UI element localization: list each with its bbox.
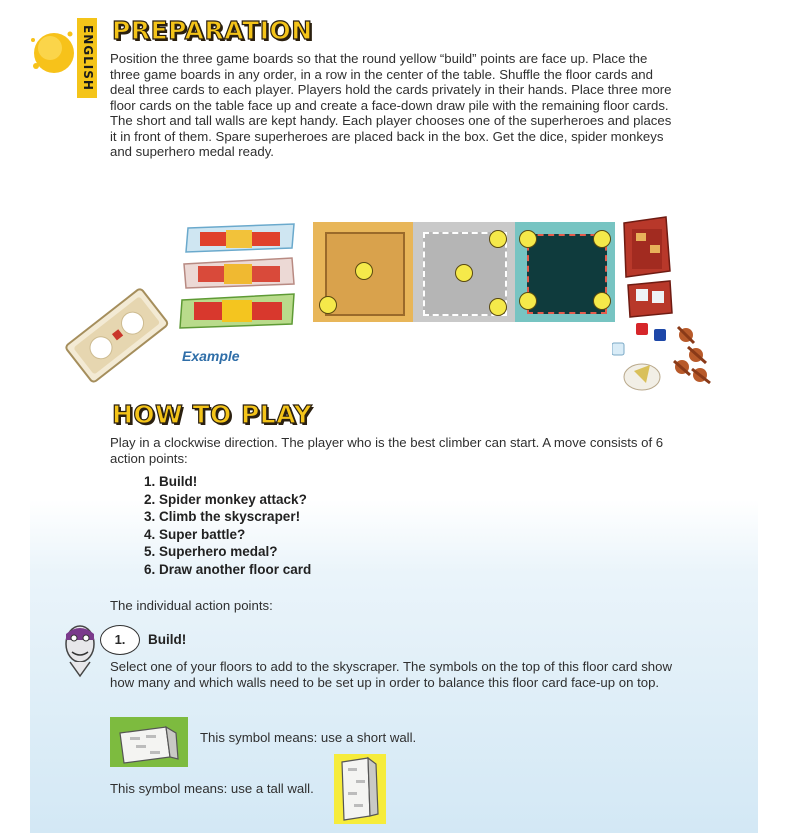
game-board-ochre bbox=[313, 222, 413, 322]
step-number-bubble: 1. bbox=[100, 625, 140, 655]
action-point-item: 3. Climb the skyscraper! bbox=[144, 509, 301, 524]
short-wall-icon bbox=[110, 717, 188, 767]
game-board-grey bbox=[413, 222, 515, 322]
how-to-play-intro: Play in a clockwise direction. The player who is the best climber can start. A move consists of 6 action points: bbox=[110, 435, 664, 466]
pieces-illustration bbox=[612, 215, 722, 400]
action-point-item: 4. Super battle? bbox=[144, 526, 246, 542]
build-point bbox=[519, 292, 537, 310]
language-label: ENGLISH bbox=[81, 25, 95, 91]
preparation-heading: PREPARATION bbox=[112, 16, 313, 45]
build-point bbox=[355, 262, 373, 280]
tall-wall-text: This symbol means: use a tall wall. bbox=[110, 781, 314, 796]
build-point bbox=[489, 298, 507, 316]
build-point bbox=[593, 292, 611, 310]
example-caption: Example bbox=[182, 348, 240, 364]
floor-cards-illustration bbox=[178, 222, 298, 330]
action-point-item: 2. Spider monkey attack? bbox=[144, 491, 307, 507]
build-point bbox=[519, 230, 537, 248]
action-point-item: 1. Build! bbox=[144, 474, 198, 489]
short-wall-text: This symbol means: use a short wall. bbox=[200, 730, 417, 745]
build-step-title: Build! bbox=[148, 632, 187, 647]
game-board-teal bbox=[515, 222, 615, 322]
action-points-list bbox=[144, 473, 311, 578]
tall-wall-icon bbox=[334, 754, 386, 824]
how-to-play-heading: HOW TO PLAY bbox=[112, 400, 313, 429]
action-point-item: 6. Draw another floor card bbox=[144, 561, 312, 577]
sun-splash-icon bbox=[28, 26, 78, 80]
mascot-icon bbox=[62, 610, 106, 680]
build-point bbox=[455, 264, 473, 282]
build-point bbox=[319, 296, 337, 314]
build-point bbox=[489, 230, 507, 248]
individual-points-label: The individual action points: bbox=[110, 598, 273, 613]
action-point-item: 5. Superhero medal? bbox=[144, 544, 278, 559]
wall-tray-illustration bbox=[62, 282, 174, 392]
build-point bbox=[593, 230, 611, 248]
build-step-text: Select one of your floors to add to the skyscraper. The symbols on the top of this floor card show how many and which walls need to be set up in order to balance this floor card face-up on top. bbox=[110, 659, 672, 690]
preparation-text: Position the three game boards so that the round yellow “build” points are face up. Place the three game boards in any order, in a row in the center of the table. Shuffle the floor cards and deal three cards to each player. Players hold the cards privately in their hands. Place three more floor cards on the table face up and create a face-down draw pile with the remaining floor cards. The short and tall walls are kept handy. Each player chooses one of the superheroes and places it in front of them. Spare superheroes are placed back in the box. Get the dice, spider monkeys and superhero medal ready. bbox=[110, 51, 672, 159]
